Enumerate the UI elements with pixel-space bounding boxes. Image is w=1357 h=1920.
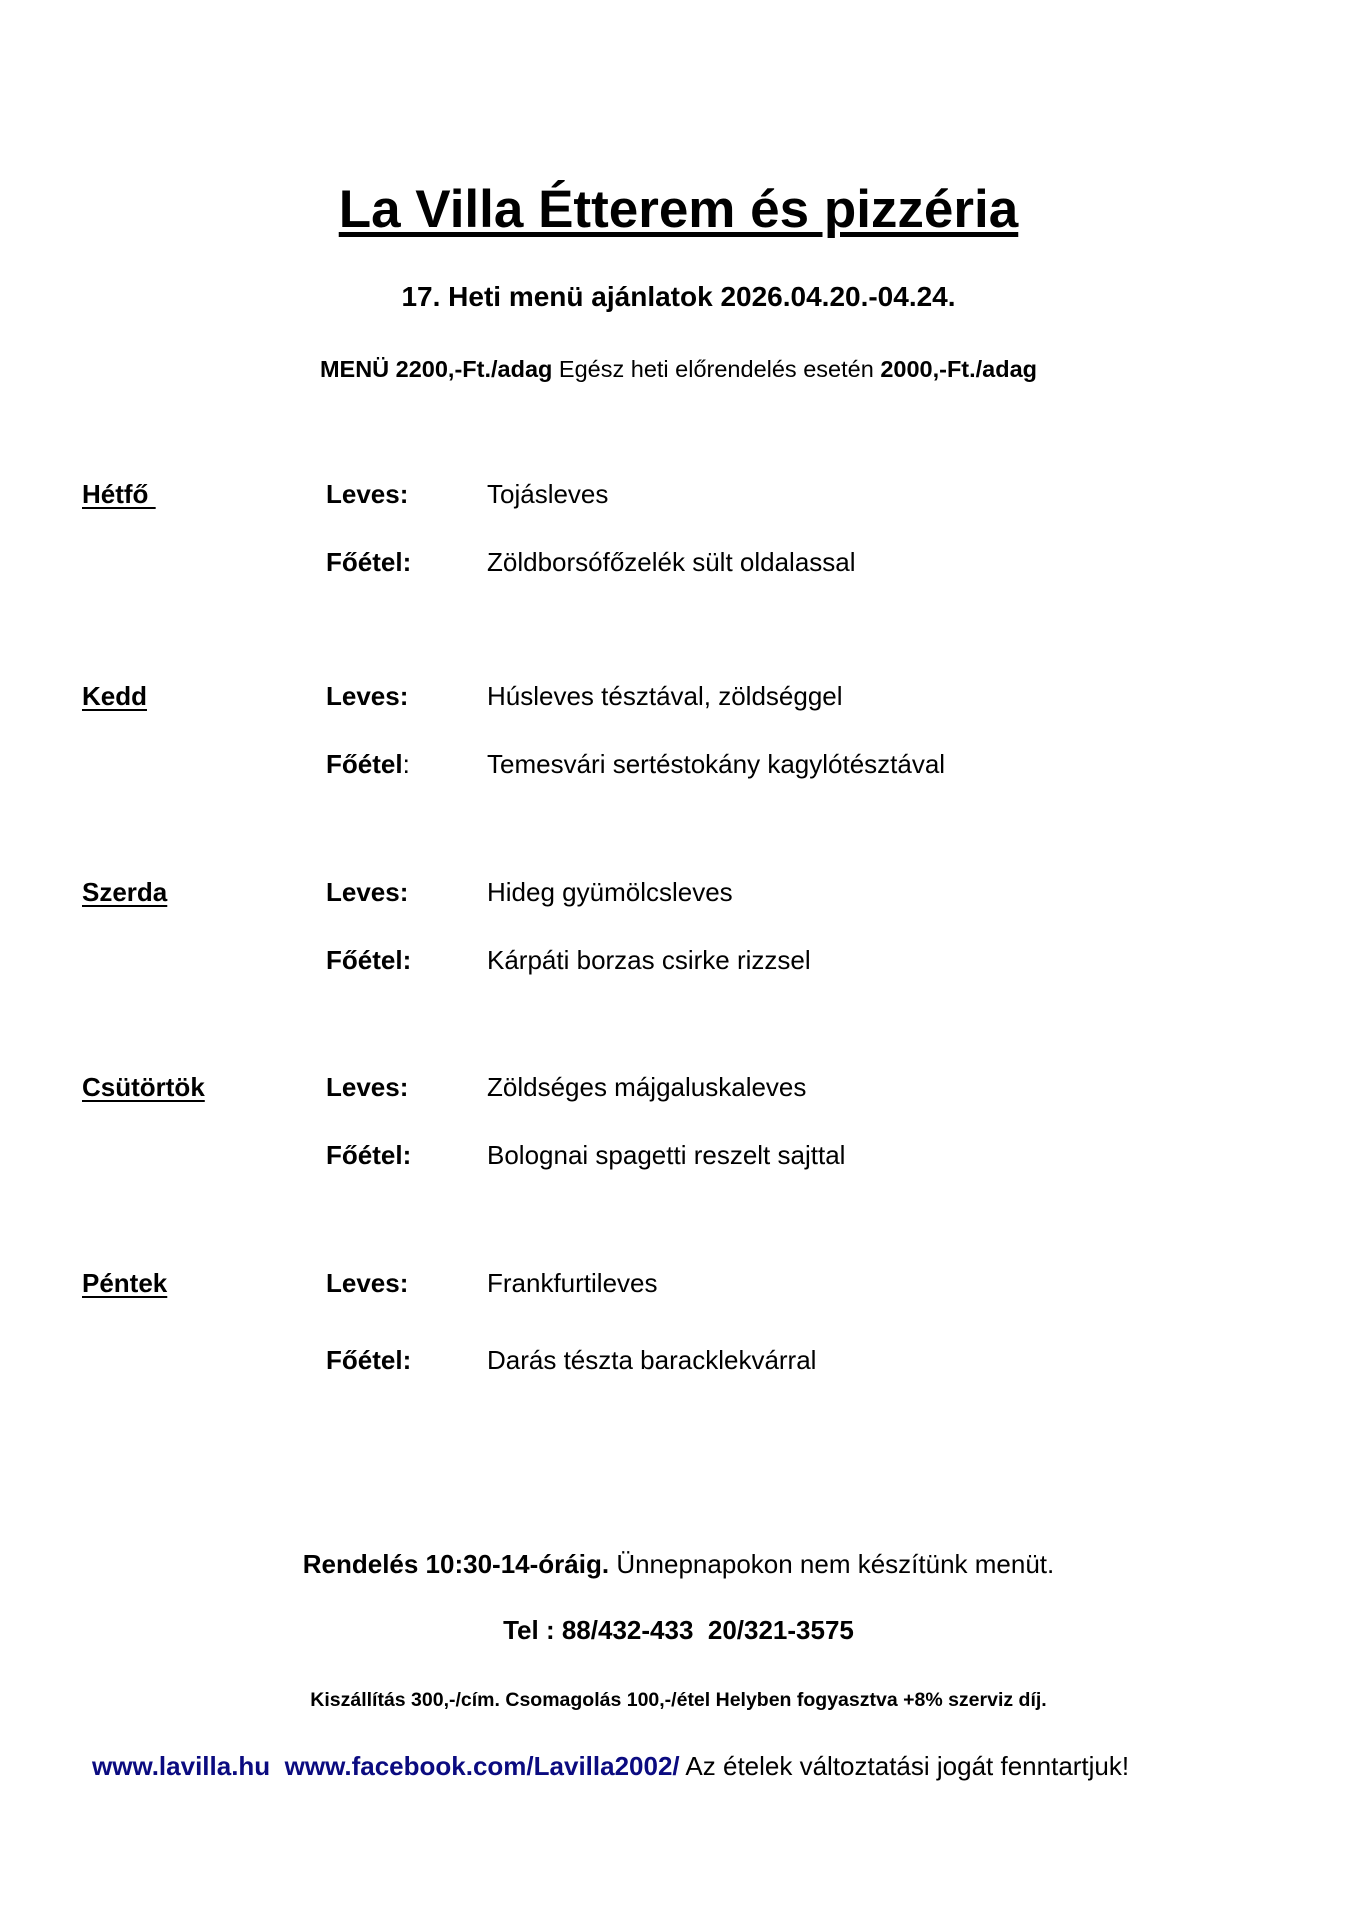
phone-numbers: Tel : 88/432-433 20/321-3575 xyxy=(503,1615,854,1645)
main-item: Darás tészta baracklekvárral xyxy=(487,1345,817,1375)
main-label xyxy=(326,1344,411,1376)
facebook-link[interactable]: www.facebook.com/Lavilla2002/ xyxy=(284,1751,680,1781)
pricing-line xyxy=(0,354,1357,384)
soup-item: Húsleves tésztával, zöldséggel xyxy=(487,681,843,711)
soup-item: Tojásleves xyxy=(487,479,609,509)
main-item: Zöldborsófőzelék sült oldalassal xyxy=(487,547,856,577)
restaurant-title xyxy=(0,178,1357,242)
main-label-text: Főétel xyxy=(326,749,403,779)
main-item: Kárpáti borzas csirke rizzsel xyxy=(487,945,811,975)
ordering-hours: Rendelés 10:30-14-óráig. xyxy=(302,1549,610,1579)
main-label-text: Főétel xyxy=(326,945,403,975)
main-label xyxy=(326,1139,411,1171)
links-line xyxy=(92,1750,1129,1782)
main-label-text: Főétel xyxy=(326,547,403,577)
weekly-menu-subtitle: 17. Heti menü ajánlatok 2026.04.20.-04.24. xyxy=(401,281,956,312)
day-label: Péntek xyxy=(82,1268,168,1298)
main-label-colon: : xyxy=(402,1140,412,1170)
disclaimer: Az ételek változtatási jogát fenntartjuk! xyxy=(679,1751,1130,1781)
preorder-price: 2000,-Ft./adag xyxy=(880,356,1038,382)
day-label: Kedd xyxy=(82,681,147,711)
menu-price: MENÜ 2200,-Ft./adag xyxy=(319,356,553,382)
soup-label xyxy=(326,680,408,712)
soup-item: Hideg gyümölcsleves xyxy=(487,877,733,907)
main-label xyxy=(326,748,410,780)
preorder-text: Egész heti előrendelés esetén xyxy=(552,356,881,382)
soup-label-text: Leves: xyxy=(326,1072,409,1102)
main-label-colon: : xyxy=(402,1345,412,1375)
day-label: Csütörtök xyxy=(82,1072,205,1102)
holiday-notice: Ünnepnapokon nem készítünk menüt. xyxy=(609,1549,1055,1579)
website-link[interactable]: www.lavilla.hu xyxy=(92,1751,271,1781)
title-text: La Villa Étterem és pizzéria xyxy=(338,180,1019,239)
day-label: Szerda xyxy=(82,877,168,907)
main-label-colon: : xyxy=(402,547,412,577)
delivery-info: Kiszállítás 300,-/cím. Csomagolás 100,-/étel Helyben fogyasztva +8% szerviz díj. xyxy=(310,1689,1047,1711)
link-separator xyxy=(270,1751,284,1781)
main-label xyxy=(326,944,411,976)
soup-item: Zöldséges májgaluskaleves xyxy=(487,1072,807,1102)
main-label-text: Főétel xyxy=(326,1345,403,1375)
soup-label-text: Leves: xyxy=(326,877,409,907)
main-label-text: Főétel xyxy=(326,1140,403,1170)
main-item: Bolognai spagetti reszelt sajttal xyxy=(487,1140,846,1170)
soup-label xyxy=(326,876,408,908)
soup-item: Frankfurtileves xyxy=(487,1268,658,1298)
soup-label-text: Leves: xyxy=(326,1268,409,1298)
main-label-colon: : xyxy=(402,749,410,779)
soup-label-text: Leves: xyxy=(326,479,409,509)
soup-label-text: Leves: xyxy=(326,681,409,711)
soup-label xyxy=(326,1071,408,1103)
main-label xyxy=(326,546,411,578)
soup-label xyxy=(326,1267,408,1299)
main-item: Temesvári sertéstokány kagylótésztával xyxy=(487,749,946,779)
main-label-colon: : xyxy=(402,945,412,975)
day-label: Hétfő xyxy=(82,479,156,509)
soup-label xyxy=(326,478,408,510)
ordering-hours-line xyxy=(0,1548,1357,1580)
